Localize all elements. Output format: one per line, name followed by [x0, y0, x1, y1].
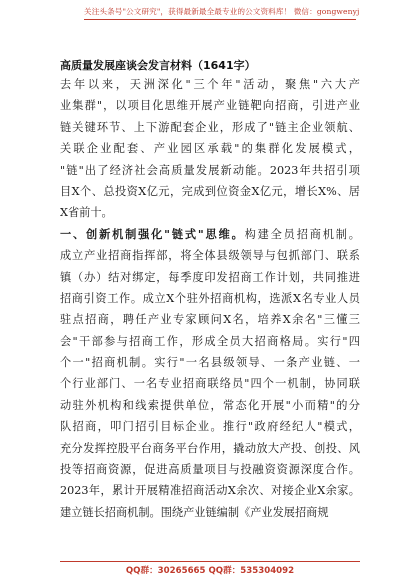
body-line: 关联企业配套、产业园区承载"的集群化发展模式， — [60, 142, 360, 156]
top-banner: 关注头条号"公文研究"，获得最新最全最专业的公文资料库！ 微信：gongwenyj — [84, 6, 356, 20]
body-line: 队招商，叩门招引目标企业。推行"政府经纪人"模式， — [60, 420, 360, 434]
body-line: 2023年，累计开展精准招商活动X余次、对接企业X余家。 — [60, 484, 360, 498]
body-line: 会"干部参与招商工作，形成全员大招商格局。实行"四 — [60, 334, 360, 348]
body-line: 业集群"，以项目化思维开展产业链靶向招商，引进产业 — [60, 99, 360, 113]
body-line: 个行业部门、一名专业招商联络员"四个一机制，协同联 — [60, 377, 360, 391]
document-body — [60, 74, 360, 523]
section-text: 构建全员招商机制。 — [244, 227, 360, 241]
body-line: 投等招商资源，促进高质量项目与投融资资源深度合作。 — [60, 463, 360, 477]
body-line: 链关键环节、上下游配套企业，形成了"链主企业领航、 — [60, 120, 360, 134]
bottom-banner: QQ群：30265665 QQ群：535304092 — [60, 561, 360, 576]
body-line: 充分发挥控股平台商务平台作用，撬动放大产投、创投、风 — [60, 441, 360, 455]
body-line: 个一"招商机制。实行"一名县级领导、一条产业链、一 — [60, 356, 360, 370]
section-heading: 一、创新机制强化"链式"思维。 — [60, 226, 245, 241]
body-line: 镇（办）结对绑定，每季度印发招商工作计划，共同推进 — [60, 270, 360, 284]
body-line: 招商引资工作。成立X个驻外招商机构，选派X名专业人员 — [60, 291, 360, 305]
body-line: 驻点招商，聘任产业专家顾问X名，培养X余名"三懂三 — [60, 313, 360, 327]
body-line: 目X个、总投资X亿元，完成到位资金X亿元，增长X%、居 — [60, 184, 360, 198]
body-line — [60, 224, 360, 245]
body-line: "链"出了经济社会高质量发展新动能。2023年共招引项 — [60, 163, 360, 177]
body-line: 成立产业招商指挥部，将全体县级领导与包抓部门、联系 — [60, 249, 360, 263]
body-line: 建立链长招商机制。围绕产业链编制《产业发展招商规 — [60, 505, 329, 519]
body-line: X省前十。 — [60, 206, 113, 220]
body-line: 动驻外机构和线索提供单位，常态化开展"小而精"的分 — [60, 398, 360, 412]
document-title: 高质量发展座谈会发言材料（1641字） — [60, 59, 256, 72]
body-line: 去年以来，天洲深化"三个年"活动，聚焦"六大产 — [60, 78, 360, 91]
